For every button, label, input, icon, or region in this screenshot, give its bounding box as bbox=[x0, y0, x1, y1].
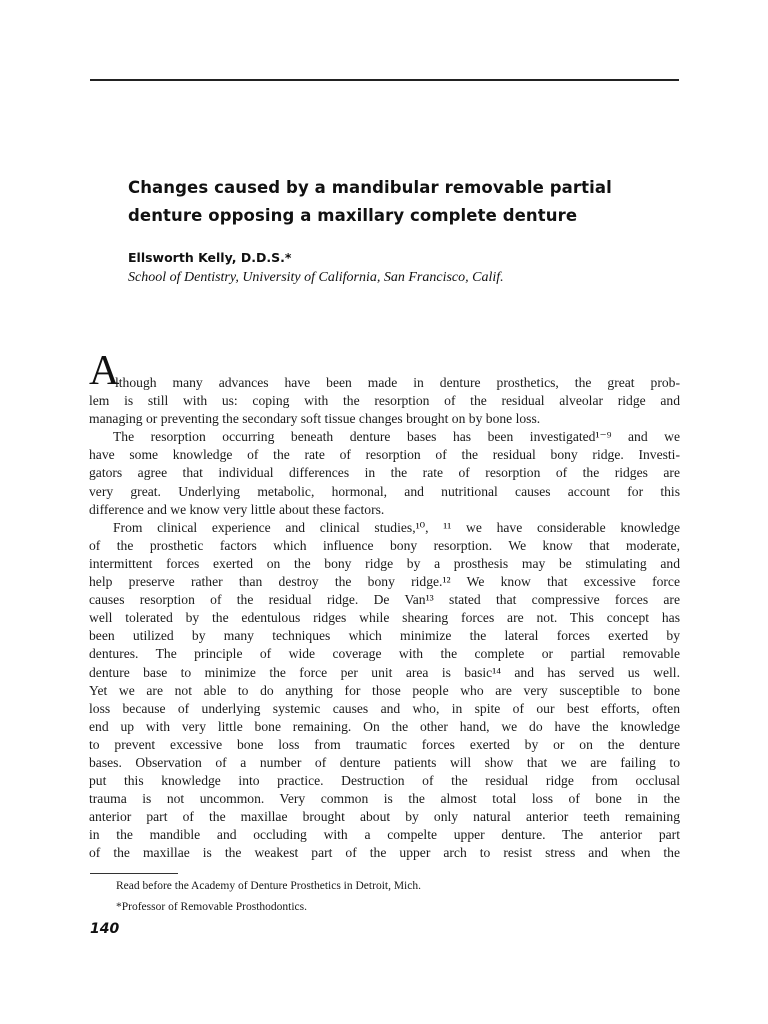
body-line: very great. Underlying metabolic, hormonal, and nutritional causes account for this bbox=[89, 483, 680, 499]
body-line: loss because of underlying systemic causes and who, in spite of our best efforts, often bbox=[89, 700, 680, 716]
body-line: of the maxillae is the weakest part of the upper arch to resist stress and when the bbox=[89, 845, 680, 861]
title-line-2: denture opposing a maxillary complete denture bbox=[128, 206, 578, 225]
body-line: end up with very little bone remaining. On the other hand, we do have the knowledge bbox=[89, 718, 680, 734]
body-line: help preserve rather than destroy the bony ridge.¹² We know that excessive force bbox=[89, 574, 680, 590]
article-body bbox=[89, 374, 680, 863]
body-line: lem is still with us: coping with the resorption of the residual alveolar ridge and bbox=[89, 393, 680, 409]
body-line: denture base to minimize the force per unit area is basic¹⁴ and has served us well. bbox=[89, 664, 680, 680]
body-line: anterior part of the maxillae brought about by only natural anterior teeth remaining bbox=[89, 809, 680, 825]
body-line: trauma is not uncommon. Very common is the almost total loss of bone in the bbox=[89, 791, 680, 807]
footnote-rule bbox=[90, 873, 178, 874]
footnote-presentation: Read before the Academy of Denture Prosthetics in Detroit, Mich. bbox=[116, 880, 421, 892]
footnote-author-title: *Professor of Removable Prosthodontics. bbox=[116, 901, 308, 913]
body-line: From clinical experience and clinical studies,¹⁰, ¹¹ we have considerable knowledge bbox=[113, 519, 680, 535]
body-line: well tolerated by the edentulous ridges while shearing forces are not. This concept has bbox=[89, 610, 680, 626]
page-number: 140 bbox=[90, 921, 120, 937]
body-line: difference and we know very little about these factors. bbox=[89, 501, 385, 517]
body-line: intermittent forces exerted on the bony ridge by a prosthesis may be stimulating and bbox=[89, 555, 680, 571]
drop-cap: A bbox=[89, 348, 120, 394]
article-title bbox=[128, 174, 688, 230]
body-line: gators agree that individual differences in the rate of resorption of the ridges are bbox=[89, 465, 680, 481]
author-name: Ellsworth Kelly, D.D.S.* bbox=[128, 250, 292, 265]
body-line: of the prosthetic factors which influence bony resorption. We know that moderate, bbox=[89, 537, 680, 553]
body-line: been utilized by many techniques which minimize the lateral forces exerted by bbox=[89, 628, 680, 644]
body-line: The resorption occurring beneath denture bases has been investigated¹⁻⁹ and we bbox=[113, 429, 680, 445]
body-line: managing or preventing the secondary soft tissue changes brought on by bone loss. bbox=[89, 411, 541, 427]
title-line-1: Changes caused by a mandibular removable partial bbox=[128, 178, 612, 197]
header-rule bbox=[90, 79, 679, 81]
body-line: causes resorption of the residual ridge. De Van¹³ stated that compressive forces are bbox=[89, 592, 680, 608]
body-line: Yet we are not able to do anything for those people who are very susceptible to bone bbox=[89, 682, 680, 698]
body-line: lthough many advances have been made in denture prosthetics, the great prob- bbox=[115, 375, 680, 390]
body-line: in the mandible and occluding with a compelte upper denture. The anterior part bbox=[89, 827, 680, 843]
body-line: dentures. The principle of wide coverage with the complete or partial removable bbox=[89, 646, 680, 662]
body-line: bases. Observation of a number of denture patients will show that we are failing to bbox=[89, 754, 680, 770]
body-line: put this knowledge into practice. Destruction of the residual ridge from occlusal bbox=[89, 773, 680, 789]
body-line: have some knowledge of the rate of resorption of the residual bony ridge. Investi- bbox=[89, 447, 680, 463]
body-line: to prevent excessive bone loss from traumatic forces exerted by or on the denture bbox=[89, 736, 680, 752]
author-affiliation: School of Dentistry, University of California, San Francisco, Calif. bbox=[128, 270, 504, 285]
